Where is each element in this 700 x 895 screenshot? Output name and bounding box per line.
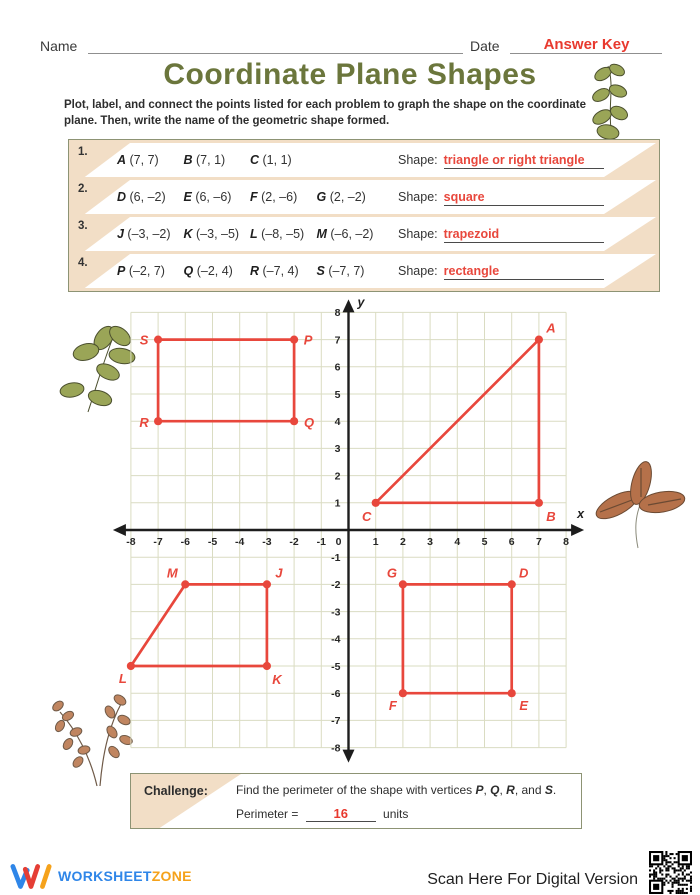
svg-text:6: 6 [334,361,341,374]
point-label-A: A [546,320,556,336]
shape-label: Shape: [398,264,438,278]
row-corner-decoration [604,217,656,251]
svg-text:-4: -4 [235,536,245,548]
svg-text:-5: -5 [207,536,218,548]
row-corner-decoration [604,254,656,288]
problem-row [72,180,656,214]
scan-here-text: Scan Here For Digital Version [427,871,638,888]
shape-answer: triangle or right triangle [444,153,604,169]
svg-text:4: 4 [334,416,341,428]
shape-label: Shape: [398,153,438,167]
perimeter-label: Perimeter = [236,807,299,821]
challenge-question: Find the perimeter of the shape with vertices P, Q, R, and S. [236,783,557,797]
plotted-rectangle-SPQR [139,333,314,431]
point-label-K: K [272,672,282,687]
challenge-box [130,773,582,829]
point-label-D: D [519,565,529,581]
challenge-corner-decoration [131,774,241,828]
svg-text:-5: -5 [331,660,341,673]
point-label-G: G [386,565,397,581]
svg-text:y: y [357,295,365,310]
shape-answer-line [398,188,604,206]
shape-label: Shape: [398,190,438,204]
name-blank-line [88,53,463,54]
page-title: Coordinate Plane Shapes [163,58,537,91]
point-label-C: C [362,508,372,524]
point-label-B: B [546,508,556,524]
point-definition: C (1, 1) [250,153,292,167]
point-label-J: J [275,565,283,581]
name-label: Name [40,38,78,54]
perimeter-answer-blank: 16 [306,806,376,822]
perimeter-units: units [383,807,409,821]
svg-text:7: 7 [535,536,542,548]
date-label: Date [470,38,500,54]
svg-text:-2: -2 [289,536,299,548]
svg-text:2: 2 [334,470,341,483]
rust-twigs-icon [51,693,134,786]
logo-w-icon [10,861,52,891]
instructions-text: Plot, label, and connect the points listed for each problem to graph the shape on the coordinate plane. Then, write the name of the geometric shape formed. [64,99,587,128]
point-definition: Q (–2, 4) [183,264,233,278]
problem-row [72,254,656,288]
brand-worksheet: WORKSHEET [58,868,152,884]
svg-text:5: 5 [481,536,488,548]
point-label-Q: Q [304,415,315,431]
svg-text:-2: -2 [331,579,341,592]
point-definition: K (–3, –5) [183,227,240,241]
worksheetzone-logo [10,861,192,891]
problem-number: 1. [78,146,88,158]
shape-answer: rectangle [444,264,604,280]
svg-text:-1: -1 [331,552,341,564]
svg-text:-7: -7 [331,715,341,728]
date-blank-line [510,53,662,54]
point-definition: J (–3, –2) [117,227,171,241]
plotted-right-triangle-ABC [362,321,556,524]
svg-text:-3: -3 [331,606,341,619]
rust-leaves-icon [592,459,686,548]
svg-text:3: 3 [427,536,434,548]
point-definition: F (2, –6) [250,190,298,204]
point-label-R: R [139,415,149,431]
challenge-perimeter-line [236,806,408,822]
plotted-square-GDEF [387,565,529,713]
row-corner-decoration [604,143,656,177]
point-label-L: L [118,671,127,686]
shape-label: Shape: [398,227,438,241]
plotted-trapezoid-MJKL [119,565,283,687]
point-definition: M (–6, –2) [316,227,374,241]
svg-text:-7: -7 [153,536,163,548]
point-label-M: M [166,565,178,581]
svg-text:-8: -8 [331,742,341,755]
row-corner-decoration [604,180,656,214]
svg-text:5: 5 [334,388,341,401]
point-definition: E (6, –6) [183,190,232,204]
svg-text:4: 4 [454,536,461,548]
shape-answer: square [444,190,604,206]
point-definition: R (–7, 4) [250,264,299,278]
shape-answer-line [398,225,604,243]
qr-code-icon [649,851,692,894]
shape-answer-line [398,151,604,169]
svg-text:8: 8 [334,307,341,320]
point-definition: P (–2, 7) [117,264,165,278]
point-definition: G (2, –2) [316,190,366,204]
point-definition: B (7, 1) [183,153,226,167]
point-label-P: P [303,332,313,348]
challenge-label: Challenge: [144,784,208,798]
svg-text:-4: -4 [331,633,341,646]
problem-number: 2. [78,183,88,195]
svg-text:-3: -3 [262,536,272,548]
svg-text:x: x [577,507,585,521]
svg-text:3: 3 [334,443,341,456]
point-label-S: S [139,332,149,348]
svg-text:-8: -8 [126,536,136,548]
svg-text:1: 1 [372,536,379,548]
problem-row [72,143,656,177]
shape-answer-line [398,262,604,280]
svg-text:1: 1 [334,497,341,510]
point-definition: A (7, 7) [117,153,159,167]
svg-text:0: 0 [335,536,342,548]
problem-number: 4. [78,257,88,269]
problems-table [68,139,660,292]
problem-row [72,217,656,251]
answer-key-text: Answer Key [543,36,630,53]
svg-text:8: 8 [563,536,570,548]
point-label-F: F [388,698,397,714]
shape-answer: trapezoid [444,227,604,243]
point-definition: S (–7, 7) [316,264,365,278]
svg-text:-6: -6 [180,536,190,548]
point-definition: L (–8, –5) [250,227,305,241]
point-definition: D (6, –2) [117,190,166,204]
olive-branch-icon [59,323,136,412]
svg-text:-1: -1 [316,536,326,548]
svg-text:-6: -6 [331,688,341,700]
svg-text:6: 6 [508,536,515,548]
brand-zone: ZONE [151,868,192,884]
point-label-E: E [519,698,529,714]
problem-number: 3. [78,220,88,232]
svg-text:2: 2 [399,536,406,548]
svg-text:7: 7 [334,334,341,347]
